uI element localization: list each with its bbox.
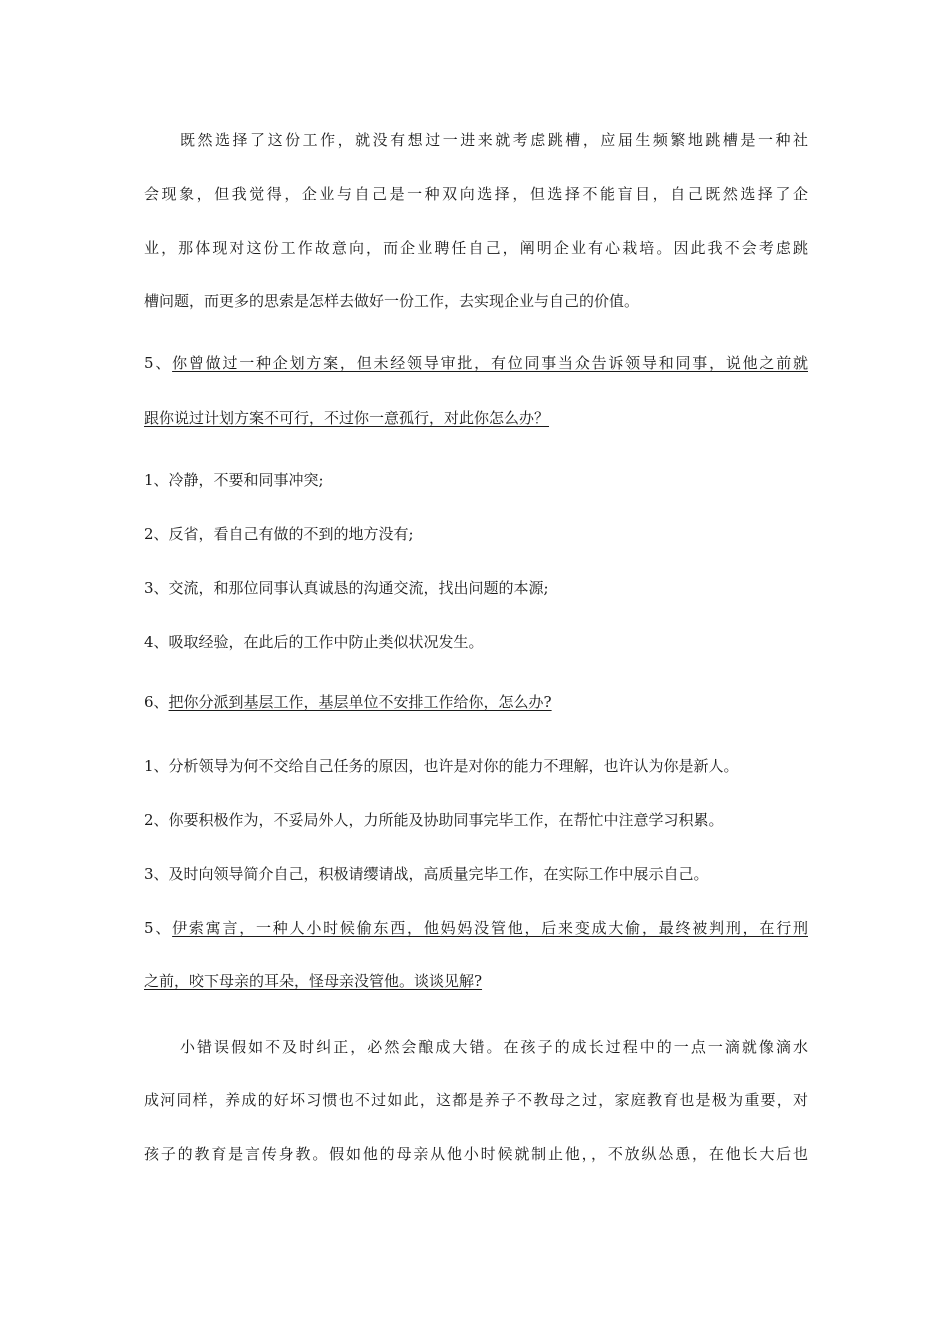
answer-5a-4: 4、吸取经验，在此后的工作中防止类似状况发生。 — [144, 633, 484, 651]
paragraph-1-line-1: 既然选择了这份工作，就没有想过一进来就考虑跳槽，应届生频繁地跳槽是一种社 — [180, 131, 808, 149]
question-5b-number: 5、 — [144, 919, 173, 937]
question-5a-line-2 — [144, 408, 808, 428]
paragraph-2-line-2: 成河同样，养成的好坏习惯也不过如此，这都是养子不教母之过，家庭教育也是极为重要，对 — [144, 1091, 808, 1109]
answer-6-3: 3、及时向领导简介自己，积极请缨请战，高质量完毕工作，在实际工作中展示自己。 — [144, 865, 709, 883]
question-5a-text-1: 你曾做过一种企划方案，但未经领导审批，有位同事当众告诉领导和同事，说他之前就 — [172, 354, 808, 372]
question-6 — [144, 692, 808, 712]
answer-5a-2: 2、反省，看自己有做的不到的地方没有; — [144, 525, 414, 543]
question-5b-line-2 — [144, 971, 808, 991]
question-5a-number: 5、 — [144, 354, 173, 372]
answer-6-1: 1、分析领导为何不交给自己任务的原因，也许是对你的能力不理解，也许认为你是新人。 — [144, 757, 739, 775]
answer-6-2: 2、你要积极作为，不妥局外人，力所能及协助同事完毕工作，在帮忙中注意学习积累。 — [144, 811, 724, 829]
paragraph-1-line-4: 槽问题，而更多的思索是怎样去做好一份工作，去实现企业与自己的价值。 — [144, 292, 640, 310]
answer-5a-3: 3、交流，和那位同事认真诚恳的沟通交流，找出问题的本源; — [144, 579, 549, 597]
paragraph-1-line-3: 业，那体现对这份工作故意向，而企业聘任自己，阐明企业有心栽培。因此我不会考虑跳 — [144, 239, 808, 257]
question-5a-text-2: 跟你说过计划方案不可行，不过你一意孤行，对此你怎么办？ — [144, 409, 550, 427]
paragraph-2-line-1: 小错误假如不及时纠正，必然会酿成大错。在孩子的成长过程中的一点一滴就像滴水 — [180, 1038, 808, 1056]
question-5a-line-1 — [144, 353, 808, 373]
question-6-number: 6、 — [144, 693, 169, 711]
question-5b-line-1 — [144, 918, 808, 938]
paragraph-2-line-3: 孩子的教育是言传身教。假如他的母亲从他小时候就制止他，，不放纵怂恿，在他长大后也 — [144, 1145, 808, 1163]
answer-5a-1: 1、冷静，不要和同事冲突; — [144, 471, 324, 489]
question-6-text: 把你分派到基层工作，基层单位不安排工作给你，怎么办? — [168, 693, 552, 711]
question-5b-text-1: 伊索寓言，一种人小时候偷东西，他妈妈没管他，后来变成大偷，最终被判刑，在行刑 — [172, 919, 808, 937]
question-5b-text-2: 之前，咬下母亲的耳朵，怪母亲没管他。谈谈见解? — [144, 972, 483, 990]
paragraph-1-line-2: 会现象，但我觉得，企业与自己是一种双向选择，但选择不能盲目，自己既然选择了企 — [144, 185, 808, 203]
